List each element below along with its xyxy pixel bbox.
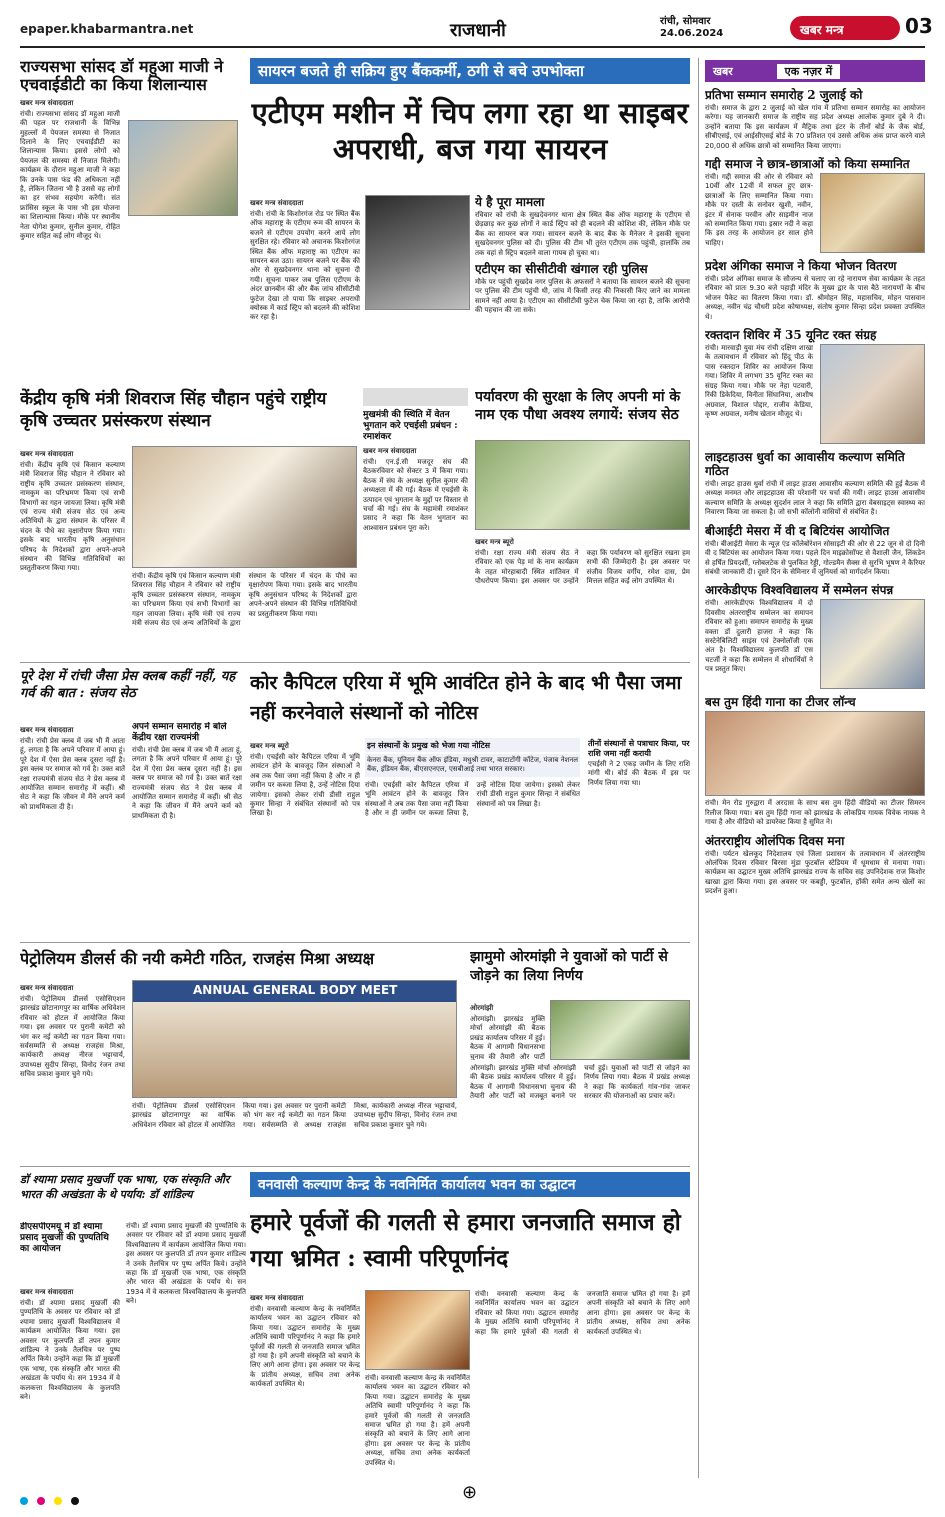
box-head: ये है पूरा मामला bbox=[475, 195, 545, 209]
khabar-nazar-header bbox=[705, 60, 925, 82]
headline: कोर कैपिटल एरिया में भूमि आवंटित होने के बाद भी पैसा जमा नहीं करनेवाले संस्थानों को नोटिस bbox=[250, 672, 682, 724]
story-body: रांची। एन.ई.सी मजदूर संघ की बैठकरविवार को सेक्टर 3 में किया गया। बैठक में संघ के अध्यक्ष सुनील कुमार की अध्यक्षता में की गई। बैठक में एचईसी के उत्पादन एवं भुगतान के मुद्दों पर विस्तार से चर्चा की गई। संघ के महामंत्री रमाशंकर प्रसाद ने कहा कि वेतन भुगतान का आश्वासन प्रबंधन पूरा करे। bbox=[363, 458, 468, 532]
headline: पूरे देश में रांची जैसा प्रेस क्लब कहीं नहीं, यह गर्व की बात : संजय सेठ bbox=[20, 669, 236, 701]
vanvasi-photo bbox=[365, 1290, 470, 1370]
story-body: रांची। रांची प्रेस क्लब में जब भी मैं आता हूं, लगता है कि अपने परिवार में आया हूं। पूरे देश में ऐसा प्रेस क्लब दूसरा नहीं है। इस क्लब पर समाज को गर्व है। उक्त बातें रक्षा राज्यमंत्री संजय सेठ ने प्रेस क्लब में आयोजित सम्मान समारोह में कहीं। श्री सेठ ने कहा कि जीवन में मैंने अपने कर्म को प्राथमिकता दी है। bbox=[20, 737, 125, 811]
cctv-body: मौके पर पहुंची सुखदेव नगर पुलिस के अफसरों ने बताया कि सायरन बजने की सूचना पर पुलिस की टीम पहुंची थी, जांच में किसी तरह की निकासी किए जाने का मामला सामने नहीं आया है। एटीएम का सीसीटीवी फुटेज चेक किया जा रहा है, ताकि आरोपी की पहचान की जा सके। bbox=[475, 278, 690, 315]
brief-item bbox=[705, 524, 925, 578]
black-swatch bbox=[71, 1497, 79, 1505]
byline: खबर मन्त्र संवाददाता bbox=[363, 447, 417, 455]
brief-body: रांची। गद्दी समाज की ओर से रविवार को 10वीं और 12वीं में सफल हुए छात्र-छात्राओं के लिए सम्मानित किया गया। मौके पर दस्ती के सनोवर खुशी, नवीन, इंटर में सेनाक परवीन और साइमीन नाज को सम्मानित किया गया। इस्रार नदी ने कहा कि इस तरह के आयोजन हर साल होने चाहिए। bbox=[705, 173, 813, 247]
story-body-cont: रांची। पेट्रोलियम डीलर्स एसोसिएशन झारखंड छोटानागपुर का वार्षिक अधिवेशन रविवार को होटल में आयोजित किया गया। इस अवसर पर पुरानी कमेटी को भंग कर नई कमेटी का गठन किया गया। सर्वसम्मति से अध्यक्ष राजहंस मिश्रा, कार्यकारी अध्यक्ष नीरज भट्टाचार्य, उपाध्यक्ष सुदीप सिन्हा, विनोद रंजन तथा सचिव प्रकाश कुमार चुने गये। bbox=[132, 1102, 457, 1129]
cctv-head: एटीएम का सीसीटीवी खंगाल रही पुलिस bbox=[475, 262, 648, 277]
story-body: ओरमांझी। झारखंड मुक्ति मोर्चा ओरमांझी की बैठक प्रखंड कार्यालय परिसर में हुई। बैठक में आगामी विधानसभा चुनाव की तैयारी और पार्टी bbox=[470, 1015, 545, 1060]
brief-body: रांची। प्रदेश अंगिका समाज के सौजन्य से चलाए जा रहे नारायण सेवा कार्यक्रम के तहत रविवार को प्रातः 9.30 बजे पहाड़ी मंदिर के मुख्य द्वार के पास बैठे नारायणों के बीच भोजन पैकेट का वितरण किया गया। डॉ. श्रीमोहन सिंह, महासचिव, मोहन पासवान अध्यक्ष, नवीन चंद्र चौधरी प्रदेश कोषाध्यक्ष, संतोष कुमार सिन्हा प्रदेश प्रवक्ता उपस्थित थे। bbox=[705, 275, 925, 321]
story-body-cont: रांची। एचईसी कोर कैपिटल एरिया में भूमि आवंटन होने के बावजूद जिन संस्थाओं ने अब तक पैसा जमा नहीं किया है और न ही जमीन पर कब्जा लिया है, उन्हें नोटिस दिया जायेगा। इसको लेकर रांची डीसी राहुल कुमार सिन्हा ने संबंधित संस्थानों को पत्र लिखा है। bbox=[365, 780, 580, 818]
masthead-rule bbox=[20, 46, 925, 48]
byline: खबर मन्त्र ब्यूरो bbox=[475, 538, 514, 546]
brief-body: रांची। बीआईटी मेसरा के न्यूज़ एंड कॉलेबोरेशन सोसाइटी की ओर से 22 जून से दो दिनी वी द बिटियंस का आयोजन किया गया। पहले दिन माइक्रोसॉफ्ट से वैशाली जैन, लिंकडेन से हर्षित प्रियदर्शी, ग्लोबलटेक से पुलकित रेड्डी, गोल्डमैन सैक्स से सुरभि भूषण ने कैरियर संबंधी जानकारी दी। दूसरे दिन के सेमिनार में जुनियर्स को मार्गदर्शन किया। bbox=[705, 539, 925, 576]
byline: खबर मन्त्र संवाददाता bbox=[20, 726, 74, 734]
column-divider bbox=[698, 58, 699, 1478]
site-url[interactable]: epaper.khabarmantra.net bbox=[20, 22, 194, 36]
brief-head: लाइटहाउस धुर्वा का आवासीय कल्याण समिति गठित bbox=[705, 450, 905, 479]
brief-item bbox=[705, 88, 925, 151]
brief-photo bbox=[705, 711, 925, 796]
atm-box bbox=[475, 195, 690, 385]
section-title: राजधानी bbox=[450, 20, 506, 41]
capital-side bbox=[588, 738, 690, 938]
atm-kicker bbox=[250, 58, 690, 88]
headline: डॉ श्यामा प्रसाद मुखर्जी एक भाषा, एक संस्कृति और भारत की अखंडता के थे पर्याय: डॉ शांडिल्य bbox=[20, 1173, 230, 1201]
atm-headline bbox=[250, 95, 690, 190]
brief-item bbox=[705, 834, 925, 897]
brief-head: प्रतिभा सम्मान समारोह 2 जुलाई को bbox=[705, 88, 863, 102]
shivraj-story bbox=[20, 446, 125, 656]
jmm-cont bbox=[470, 1064, 690, 1162]
petrol-photo bbox=[132, 980, 457, 1098]
story-body: रांची। रक्षा राज्य मंत्री संजय सेठ ने रविवार को एक पेड़ मां के नाम कार्यक्रम के तहत मोरहाबादी स्थित शांतिवन में पौधरोपण किया। इस अवसर पर उन्होंने कहा कि पर्यावरण को सुरक्षित रखना हम सभी की जिम्मेदारी है। इस अवसर पर संजीव विजय वर्गीय, रमेश दास, प्रेम मित्तल सहित कई लोग उपस्थित थे। bbox=[475, 549, 690, 586]
meet-banner: ANNUAL GENERAL BODY MEET bbox=[193, 983, 398, 997]
brief-head: बस तुम हिंदी गाना का टीजर लॉन्च bbox=[705, 695, 856, 710]
sanjay-photo bbox=[475, 440, 690, 530]
story-body: रांची। पेट्रोलियम डीलर्स एसोसिएशन झारखंड छोटानागपुर का वार्षिक अधिवेशन रविवार को होटल में आयोजित किया गया। इस अवसर पर पुरानी कमेटी को भंग कर नई कमेटी का गठन किया गया। सर्वसम्मति से अध्यक्ष राजहंस मिश्रा, कार्यकारी अध्यक्ष नीरज भट्टाचार्य, उपाध्यक्ष सुदीप सिन्हा, विनोद रंजन तथा सचिव प्रकाश कुमार चुने गये। bbox=[20, 995, 125, 1079]
petrol-story bbox=[20, 980, 125, 1160]
story-body-cont: रांची। वनवासी कल्याण केन्द्र के नवनिर्मित कार्यालय भवन का उद्घाटन रविवार को किया गया। उद्घाटन समारोह के मुख्य अतिथि स्वामी परिपूर्णानंद ने कहा कि हमारे पूर्वजों की गलती से जनजाति समाज भ्रमित हो गया है। हमें अपनी संस्कृति को बचाने के लिए आगे आना होगा। इस अवसर पर केन्द्र के प्रांतीय अध्यक्ष, सचिव तथा अनेक कार्यकर्ता उपस्थित थे। bbox=[365, 1374, 470, 1467]
brief-item bbox=[705, 583, 925, 689]
press-club-headline bbox=[20, 668, 240, 720]
yellow-swatch bbox=[54, 1497, 62, 1505]
brief-body: रांची। समाज के द्वारा 2 जुलाई को खेल गांव में प्रतिभा सम्मान समारोह का आयोजन करेगा। यह जानकारी समाज के राष्ट्रीय सह प्रदेश अध्यक्ष आलोक कुमार दुबे ने दी। उन्होंने बताया कि इस कार्यक्रम में मैट्रिक तथा इंटर के तीनों बोर्ड के जैक बोर्ड, सीबीएसई, एवं आईसीएसई बोर्ड के 70 प्रतिशत एवं उससे अधिक अंक प्राप्त करने वाले 20,000 से अधिक छात्रों को सम्मानित किया जाएगा। bbox=[705, 104, 925, 150]
kicker-text: सायरन बजते ही सक्रिय हुए बैंककर्मी, ठगी से बचे उपभोक्ता bbox=[250, 58, 690, 84]
brief-head: रक्तदान शिविर में 35 यूनिट रक्त संग्रह bbox=[705, 328, 877, 343]
story-body-cont: रांची। रांची प्रेस क्लब में जब भी मैं आता हूं, लगता है कि अपने परिवार में आया हूं। पूरे देश में ऐसा प्रेस क्लब दूसरा नहीं है। इस क्लब पर समाज को गर्व है। उक्त बातें रक्षा राज्यमंत्री संजय सेठ ने प्रेस क्लब में आयोजित सम्मान समारोह में कहीं। श्री सेठ ने कहा कि जीवन में मैंने अपने कर्म को प्राथमिकता दी है। bbox=[132, 746, 242, 820]
brief-photo bbox=[820, 344, 925, 444]
byline: खबर मन्त्र संवाददाता bbox=[250, 199, 304, 207]
story-body: रांची। राज्यसभा सांसद डॉ महुआ माजी की पहल पर राजधानी के विभिन्न मुहल्लों में पेयजल समस्या से निजात दिलाने के लिए एचवाईडीटी का शिलान्यास किया। इससे लोगों को पेयजल की समस्या से निजात मिलेगी। कार्यक्रम के दौरान महुआ माजी ने कहा कि उनके पास फंड की अधिकता नहीं है, लेकिन जितना भी है उससे वह लोगों का हर संभव सहयोग करेंगी। संत फ्रांसिस स्कूल के पास भी इस योजना का शिलान्यास किया। मौके पर स्थानीय नेता योगेश कुमार, सुनील कुमार, रोहित कुमार सहित कई लोग मौजूद थे। bbox=[20, 109, 120, 241]
syama-headline bbox=[20, 1172, 245, 1220]
magenta-swatch bbox=[37, 1497, 45, 1505]
petrol-headline bbox=[20, 948, 460, 974]
vanvasi-story bbox=[250, 1290, 360, 1480]
story-vetan bbox=[363, 388, 468, 656]
mahua-photo bbox=[128, 120, 238, 216]
brief-photo bbox=[820, 173, 925, 253]
brief-item bbox=[705, 157, 925, 253]
jmm-story bbox=[470, 1000, 545, 1060]
headline: केंद्रीय कृषि मंत्री शिवराज सिंह चौहान पहुंचे राष्ट्रीय कृषि उच्चतर प्रसंस्करण संस्थान bbox=[20, 389, 327, 431]
side-body: एचईसी ने 2 एकड़ जमीन के लिए राशि मांगी थी। बोर्ड की बैठक में इस पर निर्णय लिया गया था। bbox=[588, 760, 690, 787]
story-body-cont: रांची। डॉ श्यामा प्रसाद मुखर्जी की पुण्यतिथि के अवसर पर रविवार को डॉ श्यामा प्रसाद मुखर्जी विश्वविद्यालय में कार्यक्रम आयोजित किया गया। इस अवसर पर कुलपति डॉ तपन कुमार शांडिल्य ने उनके तैलचित्र पर पुष्प अर्पित किये। उन्होंने कहा कि डॉ मुखर्जी एक भाषा, एक संस्कृति और भारत की अखंडता के पर्याय थे। सन 1934 में वे कलकत्ता विश्वविद्यालय के कुलपति बने। bbox=[126, 1222, 246, 1306]
side-head: तीनों संस्थानों से पत्राचार किया, पर राशि जमा नहीं करायी bbox=[588, 738, 690, 758]
subhead: अपने सम्मान समारोह में बोले केंद्रीय रक्षा राज्यमंत्री bbox=[132, 722, 227, 743]
headline: हमारे पूर्वजों की गलती से हमारा जनजाति समाज हो गया भ्रमित : स्वामी परिपूर्णानंद bbox=[250, 1209, 681, 1272]
brief-body: रांची। पर्यटन खेलकूद निदेशालय एवं जिला प्रशासन के तत्वावधान में अंतरराष्ट्रीय ओलंपिक दिवस रविवार बिरसा मुंडा फुटबॉल स्टेडियम में धूमधाम से मनाया गया। कार्यक्रम का उद्घाटन मुख्य अतिथि झारखंड राज्य के सचिव सह उपनिदेशक राज किशोर खाखा द्वारा किया गया। इस अवसर पर कबड्डी, फुटबॉल, हॉकी समेत अन्य खेलों का प्रदर्शन हुआ। bbox=[705, 849, 925, 896]
brief-item bbox=[705, 695, 925, 827]
brief-body: रांची। मारवाड़ी युवा मंच रांची दक्षिण शाखा के तत्वावधान में रविवार को हिंदू पीठ के पास रक्तदान शिविर का आयोजन किया गया। शिविर में लगभग 35 यूनिट रक्त का संग्रह किया गया। मौके पर नेहा पटवारी, रिंकी डिकेदिया, विनीता सिंघानिया, आशीष अग्रवाल, विशाल पोद्दार, राजीव केडिया, कृष्ण अग्रवाल, मनीष खेतान मौजूद थे। bbox=[705, 344, 813, 418]
brief-item bbox=[705, 450, 925, 518]
byline: खबर मन्त्र संवाददाता bbox=[20, 98, 74, 107]
brand-logo: खबर मन्त्र bbox=[790, 16, 900, 40]
khabar-tag: खबर bbox=[713, 65, 733, 78]
brief-body: रांची। लाइट हाउस धुर्वा रांची में लाइट हाउस आवासीय कल्याण समिति की हुई बैठक में अध्यक्ष मनमत और लाइटहाउस की परेशानी पर चर्चा की गयी। लाइट हाउस आवासीय कल्याण समिति के अध्यक्ष सुदर्शन लाल ने कहा कि समिति द्वारा वेबसाइट्स स्वास्थ्य का निवारण किया जा सकता है। जो सभी कॉलोनी वासियों से संबंधित है। bbox=[705, 480, 925, 517]
brief-body: रांची। आरकेडीएफ विश्वविद्यालय में दो दिवसीय अंतरराष्ट्रीय सम्मेलन का समापन रविवार को हुआ। समापन समारोह के मुख्य वक्ता डॉ दुलारी हाजरा ने कहा कि सस्टेनेबिलिटी साइंस एवं टेक्नोलॉजी एक अंत है। विश्वविद्यालय कुलपति डॉ एस चटर्जी ने कहा कि सम्मेलन में शोधार्थियों ने पत्र प्रस्तुत किए। bbox=[705, 599, 813, 674]
shivraj-photo bbox=[132, 446, 357, 568]
press-club-right bbox=[132, 722, 242, 937]
byline: ओरमांझी bbox=[470, 1004, 494, 1012]
story-body: रांची। केंद्रीय कृषि एवं किसान कल्याण मंत्री शिवराज सिंह चौहान ने रविवार को राष्ट्रीय कृषि उच्चतर प्रसंस्करण संस्थान, नामकुम का परिभ्रमण किया एवं सभी विभागों का गहन जायजा लिया। कृषि मंत्री एवं राज्य मंत्री संजय सेठ एवं अन्य अतिथियों के द्वारा संस्थान के परिसर में चंदन के पौधे का वृक्षारोपण किया गया। इसके बाद भारतीय कृषि अनुसंधान परिषद के निदेशकों द्वारा अपने-अपने संस्थान की विभिन्न गतिविधियों का प्रस्तुतीकरण किया गया। bbox=[20, 461, 125, 573]
jmm-photo bbox=[550, 1000, 690, 1060]
registration-mark-icon: ⊕ bbox=[462, 1482, 478, 1503]
headline: झामुमो ओरमांझी ने युवाओं को पार्टी से जोड़ने का लिया निर्णय bbox=[470, 949, 668, 984]
story-body-cont: ओरमांझी। झारखंड मुक्ति मोर्चा ओरमांझी की बैठक प्रखंड कार्यालय परिसर में हुई। बैठक में आगामी विधानसभा चुनाव की तैयारी और पार्टी को मजबूत बनाने पर चर्चा हुई। युवाओं को पार्टी से जोड़ने का निर्णय लिया गया। बैठक में प्रखंड अध्यक्ष ने कहा कि कार्यकर्ता गांव-गांव जाकर सरकार की योजनाओं का प्रचार करें। bbox=[470, 1064, 690, 1101]
shivraj-headline bbox=[20, 388, 355, 440]
dateline bbox=[660, 16, 723, 40]
story-body: रांची। रांची के किशोरगंज रोड पर स्थित बैंक ऑफ महाराष्ट्र के एटीएम रूम की सायरन के बजने से एटीएम उपयोग करने आये लोग सुरक्षित रहे। रविवार को अचानक किशोरगंज स्थित बैंक ऑफ महाराष्ट्र का एटीएम का सायरन बज उठा। सायरन बजने पर बैंक की ओर से सुखदेवनगर थाना को सूचना दी गयी। सूचना पाकर जब पुलिस एटीएम के अंदर छानबीन की और बैंक जांच सीसीटीवी फुटेज देखा तो पाया कि साइबर अपराधी क्योस्क में कार्ड स्ट्रिप को बदलने की कोशिश कर रहा है। bbox=[250, 210, 360, 322]
page-number: 03 bbox=[905, 14, 933, 38]
subhead: डीएसपीएमयू में डॉ श्यामा प्रसाद मुखर्जी की पुण्यतिथि का आयोजन bbox=[20, 1222, 109, 1254]
city-day: रांची, सोमवार bbox=[660, 16, 711, 27]
vanvasi-cont-a bbox=[365, 1374, 470, 1480]
headline: राज्यसभा सांसद डॉ महुआ माजी ने एचवाईडीटी का किया शिलान्यास bbox=[20, 58, 224, 95]
box-head: इन संस्थानों के प्रमुख को भेजा गया नोटिस bbox=[365, 738, 580, 752]
headline: एटीएम मशीन में चिप लगा रहा था साइबर अपराधी, बज गया सायरन bbox=[251, 96, 689, 166]
capital-headline bbox=[250, 668, 690, 732]
kicker-text: वनवासी कल्याण केन्द्र के नवनिर्मित कार्यालय भवन का उद्घाटन bbox=[250, 1172, 690, 1197]
khabar-nazar-list bbox=[705, 88, 925, 1478]
vanvasi-headline bbox=[250, 1205, 690, 1285]
story-body: रांची। डॉ श्यामा प्रसाद मुखर्जी की पुण्यतिथि के अवसर पर रविवार को डॉ श्यामा प्रसाद मुखर्जी विश्वविद्यालय में कार्यक्रम आयोजित किया गया। इस अवसर पर कुलपति डॉ तपन कुमार शांडिल्य ने उनके तैलचित्र पर पुष्प अर्पित किये। उन्होंने कहा कि डॉ मुखर्जी एक भाषा, एक संस्कृति और भारत की अखंडता के पर्याय थे। सन 1934 में वे कलकत्ता विश्वविद्यालय के कुलपति बने। bbox=[20, 1299, 120, 1402]
byline: खबर मन्त्र ब्यूरो bbox=[250, 742, 289, 750]
brief-photo bbox=[820, 599, 925, 689]
box-body: केनरा बैंक, यूनियन बैंक ऑफ इंडिया, मधुश्री टावर, काटाटोंगी कॉटेज, पंजाब नेशनल बैंक, इंडियन बैंक, बीएसएनएल, एसबीआई तथा भारत सरकार। bbox=[365, 754, 580, 777]
headline: पेट्रोलियम डीलर्स की नयी कमेटी गठित, राजहंस मिश्रा अध्यक्ष bbox=[20, 949, 375, 968]
byline: खबर मन्त्र संवाददाता bbox=[20, 1288, 74, 1296]
brief-head: गद्दी समाज ने छात्र-छात्राओं को किया सम्मानित bbox=[705, 157, 910, 172]
sanjay-env-headline bbox=[475, 388, 690, 434]
brief-head: प्रदेश अंगिका समाज ने किया भोजन वितरण bbox=[705, 259, 897, 274]
syama-cont bbox=[126, 1222, 246, 1480]
atm-photo bbox=[365, 195, 470, 310]
masthead bbox=[20, 14, 933, 46]
sanjay-env-story bbox=[475, 534, 690, 656]
story-body-cont: रांची। केंद्रीय कृषि एवं किसान कल्याण मंत्री शिवराज सिंह चौहान ने रविवार को राष्ट्रीय कृषि उच्चतर प्रसंस्करण संस्थान, नामकुम का परिभ्रमण किया एवं सभी विभागों का गहन जायजा लिया। कृषि मंत्री एवं राज्य मंत्री संजय सेठ एवं अन्य अतिथियों के द्वारा संस्थान के परिसर में चंदन के पौधे का वृक्षारोपण किया गया। इसके बाद भारतीय कृषि अनुसंधान परिषद के निदेशकों द्वारा अपने-अपने संस्थान की विभिन्न गतिविधियों का प्रस्तुतीकरण किया गया। bbox=[132, 572, 357, 628]
press-club-story bbox=[20, 722, 125, 937]
headline: पर्यावरण की सुरक्षा के लिए अपनी मां के नाम एक पौधा अवश्य लगायें: संजय सेठ bbox=[475, 389, 681, 423]
story-body-cont: रांची। वनवासी कल्याण केन्द्र के नवनिर्मित कार्यालय भवन का उद्घाटन रविवार को किया गया। उद्घाटन समारोह के मुख्य अतिथि स्वामी परिपूर्णानंद ने कहा कि हमारे पूर्वजों की गलती से जनजाति समाज भ्रमित हो गया है। हमें अपनी संस्कृति को बचाने के लिए आगे आना होगा। इस अवसर पर केन्द्र के प्रांतीय अध्यक्ष, सचिव तथा अनेक कार्यकर्ता उपस्थित थे। bbox=[475, 1290, 690, 1336]
shivraj-cont bbox=[132, 572, 357, 656]
vanvasi-kicker bbox=[250, 1172, 690, 1200]
brief-item bbox=[705, 259, 925, 322]
syama-subhead-box bbox=[20, 1222, 120, 1282]
section-divider bbox=[20, 942, 690, 943]
brief-body: रांची। मेन रोड गुरुद्वारा में अरदास के साथ बस तुम हिंदी वीडियो का टीजर सिमरन रिलीज किया गया। बस तुम हिंदी गाना को झारखंड के लोकप्रिय गायक विवेक नायक ने गाया है और वीडियो को डायरेक्ट किया है सुमित ने। bbox=[705, 799, 925, 827]
syama-story bbox=[20, 1284, 120, 1480]
petrol-cont bbox=[132, 1102, 457, 1162]
vanvasi-cont-b bbox=[475, 1290, 690, 1480]
section-divider bbox=[20, 1166, 690, 1167]
section-divider bbox=[20, 662, 690, 663]
brief-head: आरकेडीएफ विश्वविद्यालय में सम्मेलन संपन्न bbox=[705, 583, 894, 598]
box-body: रविवार को रांची के सुखदेवनगर थाना क्षेत्र स्थित बैंक ऑफ महाराष्ट्र के एटीएम से छेड़छाड़ कर कुछ लोगों ने कार्ड स्ट्रिप को ही बदलने की कोशिश की, लेकिन मौके पर बैंक का सायरन बज गया। सायरन बजने के बाद बैंक के मैनेजर ने इसकी सूचना सुखदेवनगर पुलिस को दी। पुलिस की टीम भी तुरंत एटीएम तक पहुंची, हालांकि तब तक वहां से स्ट्रिप बदलने वाला गायब हो चुका था। bbox=[475, 211, 690, 257]
jmm-headline bbox=[470, 948, 690, 994]
headline: मुखमंत्री की स्थिति में वेतन भुगतान करे एचईसी प्रबंधन : रमाशंकर bbox=[363, 410, 458, 442]
brief-item bbox=[705, 328, 925, 444]
capital-box bbox=[365, 738, 580, 938]
khabar-label: एक नज़र में bbox=[777, 64, 841, 79]
byline: खबर मन्त्र संवाददाता bbox=[20, 984, 74, 992]
story-body: रांची। एचईसी कोर कैपिटल एरिया में भूमि आवंटन होने के बावजूद जिन संस्थाओं ने अब तक पैसा जमा नहीं किया है और न ही जमीन पर कब्जा लिया है, उन्हें नोटिस दिया जायेगा। इसको लेकर रांची डीसी राहुल कुमार सिन्हा ने संबंधित संस्थानों को पत्र लिखा है। bbox=[250, 753, 360, 818]
cyan-swatch bbox=[20, 1497, 28, 1505]
byline: खबर मन्त्र संवाददाता bbox=[250, 1294, 304, 1302]
story-body: रांची। वनवासी कल्याण केन्द्र के नवनिर्मित कार्यालय भवन का उद्घाटन रविवार को किया गया। उद्घाटन समारोह के मुख्य अतिथि स्वामी परिपूर्णानंद ने कहा कि हमारे पूर्वजों की गलती से जनजाति समाज भ्रमित हो गया है। हमें अपनी संस्कृति को बचाने के लिए आगे आना होगा। इस अवसर पर केन्द्र के प्रांतीय अध्यक्ष, सचिव तथा अनेक कार्यकर्ता उपस्थित थे। bbox=[250, 1305, 360, 1389]
byline: खबर मन्त्र संवाददाता bbox=[20, 450, 74, 458]
atm-story bbox=[250, 195, 360, 385]
capital-story bbox=[250, 738, 360, 938]
brief-head: बीआईटी मेसरा में वी द बिटियंस आयोजित bbox=[705, 523, 890, 538]
story-mahua bbox=[20, 58, 240, 383]
brief-head: अंतरराष्ट्रीय ओलंपिक दिवस मना bbox=[705, 833, 845, 848]
issue-date: 24.06.2024 bbox=[660, 28, 724, 39]
vetan-divider bbox=[363, 388, 468, 406]
